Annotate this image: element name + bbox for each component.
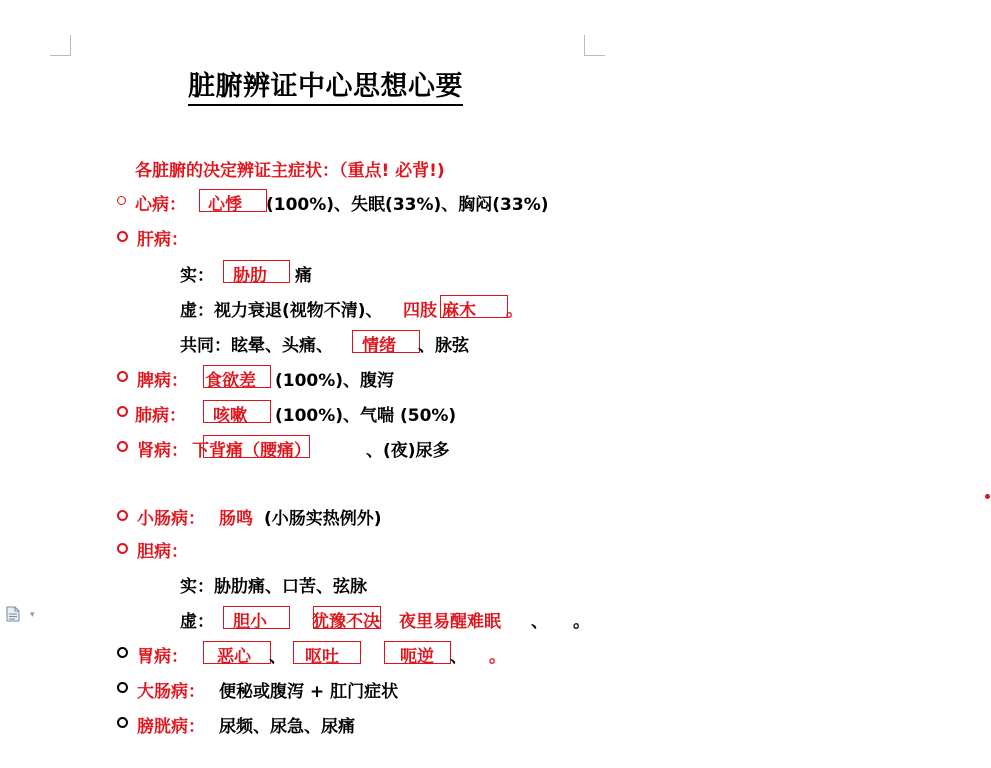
bullet-icon	[117, 510, 128, 521]
kidney-key: 下背痛（腰痛）	[192, 441, 311, 461]
kidney-rest: 、(夜)尿多	[366, 441, 450, 461]
gallbladder-xu-key2: 犹豫不决	[312, 612, 380, 632]
chevron-down-icon[interactable]: ▾	[30, 610, 35, 620]
bullet-icon	[117, 371, 128, 382]
liver-shi-key: 胁肋	[233, 266, 267, 286]
liver-label: 肝病：	[137, 230, 188, 250]
liver-xu-end: 。	[506, 301, 523, 321]
page-corner-mark-right	[584, 35, 605, 56]
heart-rest: (100%)、失眠(33%)、胸闷(33%)	[266, 195, 549, 215]
page-corner-mark-left	[50, 35, 71, 56]
document-icon[interactable]	[6, 606, 20, 622]
liver-xu-label: 虚：视力衰退(视物不清)、	[180, 301, 383, 321]
document-title: 脏腑辨证中心思想心要	[188, 64, 463, 106]
stomach-sep1: 、	[269, 647, 286, 667]
gallbladder-xu-key3: 夜里易醒难眠	[399, 612, 501, 632]
bullet-icon	[117, 231, 128, 242]
lung-key: 咳嗽	[213, 406, 247, 426]
stomach-end: 。	[489, 647, 506, 667]
stomach-sep2: 、	[450, 647, 467, 667]
small-intestine-label: 小肠病：	[137, 509, 205, 529]
stomach-key1: 恶心	[217, 647, 251, 667]
small-intestine-key: 肠鸣	[219, 509, 253, 529]
bullet-icon	[117, 717, 128, 728]
bullet-icon	[117, 543, 128, 554]
gallbladder-xu-sep: 、	[531, 612, 548, 632]
lung-rest: (100%)、气喘 (50%)	[275, 406, 457, 426]
lung-label: 肺病：	[135, 406, 186, 426]
bullet-icon	[117, 682, 128, 693]
stomach-label: 胃病：	[137, 647, 188, 667]
liver-shi-rest: 痛	[295, 266, 312, 286]
spleen-key: 食欲差	[205, 371, 256, 391]
intro-line: 各脏腑的决定辨证主症状：（重点! 必背!)	[135, 161, 445, 181]
liver-common-rest: 、脉弦	[418, 336, 469, 356]
large-intestine-label: 大肠病：	[137, 682, 205, 702]
liver-xu-key-b: 麻木	[442, 301, 476, 321]
stomach-key2: 呕吐	[305, 647, 339, 667]
liver-common-key: 情绪	[362, 336, 396, 356]
liver-shi-label: 实：	[180, 266, 214, 286]
gallbladder-label: 胆病：	[137, 542, 188, 562]
bladder-rest: 尿频、尿急、尿痛	[219, 717, 355, 737]
red-marker-dot	[985, 494, 990, 499]
gallbladder-shi: 实：胁肋痛、口苦、弦脉	[180, 577, 367, 597]
bullet-icon	[117, 196, 126, 205]
gallbladder-xu-end: 。	[573, 612, 590, 632]
spleen-rest: (100%)、腹泻	[275, 371, 395, 391]
liver-common-label: 共同：眩晕、头痛、	[180, 336, 333, 356]
stomach-key3: 呃逆	[400, 647, 434, 667]
spleen-label: 脾病：	[137, 371, 188, 391]
small-intestine-rest: (小肠实热例外)	[264, 509, 382, 529]
large-intestine-rest: 便秘或腹泻 + 肛门症状	[219, 682, 399, 702]
heart-label: 心病：	[135, 195, 186, 215]
liver-xu-key-a: 四肢	[403, 301, 437, 321]
heart-key: 心悸	[208, 195, 242, 215]
bullet-icon	[117, 647, 128, 658]
bladder-label: 膀胱病：	[137, 717, 205, 737]
gallbladder-xu-key1: 胆小	[233, 612, 267, 632]
bullet-icon	[117, 441, 128, 452]
kidney-label: 肾病：	[137, 441, 188, 461]
bullet-icon	[117, 406, 128, 417]
gallbladder-xu-label: 虚：	[180, 612, 214, 632]
